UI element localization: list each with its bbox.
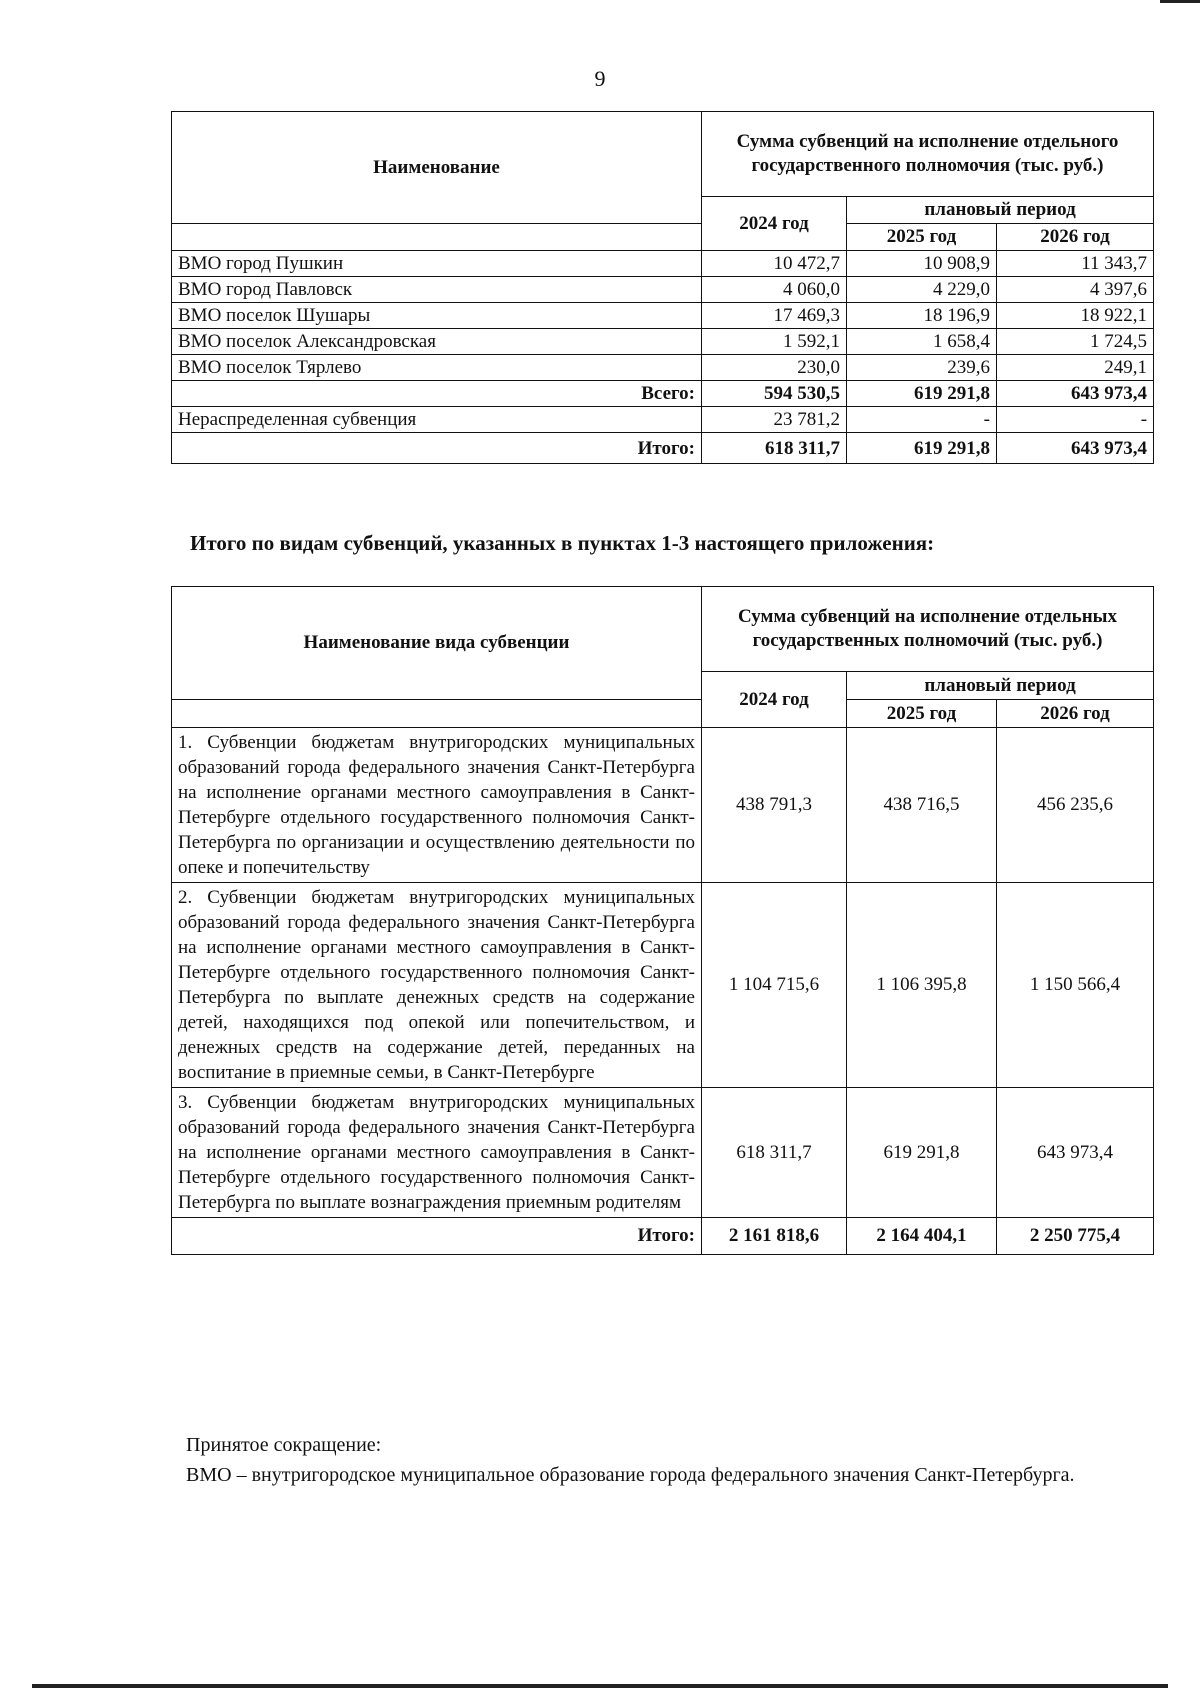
unallocated-2025: -: [847, 407, 997, 433]
value-2024: 4 060,0: [702, 277, 847, 303]
type-header-spacer: [172, 700, 702, 728]
subtotal-2025: 619 291,8: [847, 381, 997, 407]
year-2026-header: 2026 год: [997, 700, 1154, 728]
value-2025: 239,6: [847, 355, 997, 381]
table-row: [172, 251, 1154, 277]
unallocated-2024: 23 781,2: [702, 407, 847, 433]
sum-column-header: Сумма субвенций на исполнение отдельного государственного полномочия (тыс. руб.): [702, 112, 1154, 197]
total-2025: 2 164 404,1: [847, 1218, 997, 1255]
value-2025: 1 106 395,8: [847, 883, 997, 1088]
municipality-name: ВМО поселок Шушары: [172, 303, 702, 329]
municipality-name: ВМО поселок Тярлево: [172, 355, 702, 381]
total-2024: 618 311,7: [702, 433, 847, 464]
value-2026: 249,1: [997, 355, 1154, 381]
value-2024: 10 472,7: [702, 251, 847, 277]
value-2025: 10 908,9: [847, 251, 997, 277]
total-row: [172, 433, 1154, 464]
year-2024-header: 2024 год: [702, 197, 847, 251]
sum-column-header: Сумма субвенций на исполнение отдельных государственных полномочий (тыс. руб.): [702, 587, 1154, 672]
table-row: [172, 329, 1154, 355]
value-2026: 18 922,1: [997, 303, 1154, 329]
total-2026: 643 973,4: [997, 433, 1154, 464]
municipality-rows: [172, 251, 1154, 464]
year-2025-header: 2025 год: [847, 700, 997, 728]
value-2024: 230,0: [702, 355, 847, 381]
unallocated-row: [172, 407, 1154, 433]
value-2024: 1 104 715,6: [702, 883, 847, 1088]
table-row: [172, 883, 1154, 1088]
name-column-header: Наименование: [172, 112, 702, 224]
abbreviation-note-label: Принятое сокращение:: [186, 1434, 382, 1456]
subvention-type-rows: [172, 728, 1154, 1255]
table-row: [172, 355, 1154, 381]
footer-divider: [32, 1684, 1168, 1688]
total-label: Итого:: [172, 433, 702, 464]
value-2026: 1 724,5: [997, 329, 1154, 355]
value-2024: 1 592,1: [702, 329, 847, 355]
total-label: Итого:: [172, 1218, 702, 1255]
municipality-name: ВМО поселок Александровская: [172, 329, 702, 355]
year-2026-header: 2026 год: [997, 224, 1154, 251]
total-2024: 2 161 818,6: [702, 1218, 847, 1255]
value-2024: 618 311,7: [702, 1088, 847, 1218]
value-2026: 1 150 566,4: [997, 883, 1154, 1088]
value-2026: 4 397,6: [997, 277, 1154, 303]
abbreviation-note-text: ВМО – внутригородское муниципальное образование города федерального значения Санкт-Петербурга.: [186, 1464, 1075, 1486]
total-2025: 619 291,8: [847, 433, 997, 464]
corner-scan-mark: [1160, 0, 1200, 3]
subvention-description: 3. Субвенции бюджетам внутригородских муниципальных образований города федерального значения Санкт-Петербурга на исполнение органами местного самоуправления в Санкт-Петербурге отдельного государственного полномочия Санкт-Петербурга по выплате вознаграждения приемным родителям: [172, 1088, 702, 1218]
total-2026: 2 250 775,4: [997, 1218, 1154, 1255]
subtotal-label: Всего:: [172, 381, 702, 407]
value-2025: 18 196,9: [847, 303, 997, 329]
planned-period-header: плановый период: [847, 672, 1154, 700]
municipality-name: ВМО город Пушкин: [172, 251, 702, 277]
subtotal-2024: 594 530,5: [702, 381, 847, 407]
unallocated-name: Нераспределенная субвенция: [172, 407, 702, 433]
value-2024: 17 469,3: [702, 303, 847, 329]
subvention-description: 2. Субвенции бюджетам внутригородских муниципальных образований города федерального значения Санкт-Петербурга на исполнение органами местного самоуправления в Санкт-Петербурге отдельного государственного полномочия Санкт-Петербурга по выплате денежных средств на содержание детей, находящихся под опекой или попечительством, и денежных средств на содержание детей, переданных на воспитание в приемные семьи, в Санкт-Петербурге: [172, 883, 702, 1088]
municipal-subventions-table: [171, 111, 1154, 464]
value-2025: 619 291,8: [847, 1088, 997, 1218]
municipality-name: ВМО город Павловск: [172, 277, 702, 303]
value-2025: 438 716,5: [847, 728, 997, 883]
page-number: 9: [594, 66, 606, 91]
section-title: Итого по видам субвенций, указанных в пунктах 1-3 настоящего приложения:: [190, 531, 935, 555]
subtotal-2026: 643 973,4: [997, 381, 1154, 407]
table-row: [172, 1088, 1154, 1218]
table-row: [172, 303, 1154, 329]
value-2026: 643 973,4: [997, 1088, 1154, 1218]
value-2025: 1 658,4: [847, 329, 997, 355]
unallocated-2026: -: [997, 407, 1154, 433]
year-2024-header: 2024 год: [702, 672, 847, 728]
subvention-description: 1. Субвенции бюджетам внутригородских муниципальных образований города федерального значения Санкт-Петербурга на исполнение органами местного самоуправления в Санкт-Петербурге отдельного государственного полномочия Санкт-Петербурга по организации и осуществлению деятельности по опеке и попечительству: [172, 728, 702, 883]
name-header-spacer: [172, 224, 702, 251]
year-2025-header: 2025 год: [847, 224, 997, 251]
value-2026: 456 235,6: [997, 728, 1154, 883]
table-row: [172, 728, 1154, 883]
value-2025: 4 229,0: [847, 277, 997, 303]
planned-period-header: плановый период: [847, 197, 1154, 224]
value-2026: 11 343,7: [997, 251, 1154, 277]
subtotal-row: [172, 381, 1154, 407]
subvention-types-table: [171, 586, 1154, 1255]
type-column-header: Наименование вида субвенции: [172, 587, 702, 700]
value-2024: 438 791,3: [702, 728, 847, 883]
table-row: [172, 277, 1154, 303]
total-row: [172, 1218, 1154, 1255]
